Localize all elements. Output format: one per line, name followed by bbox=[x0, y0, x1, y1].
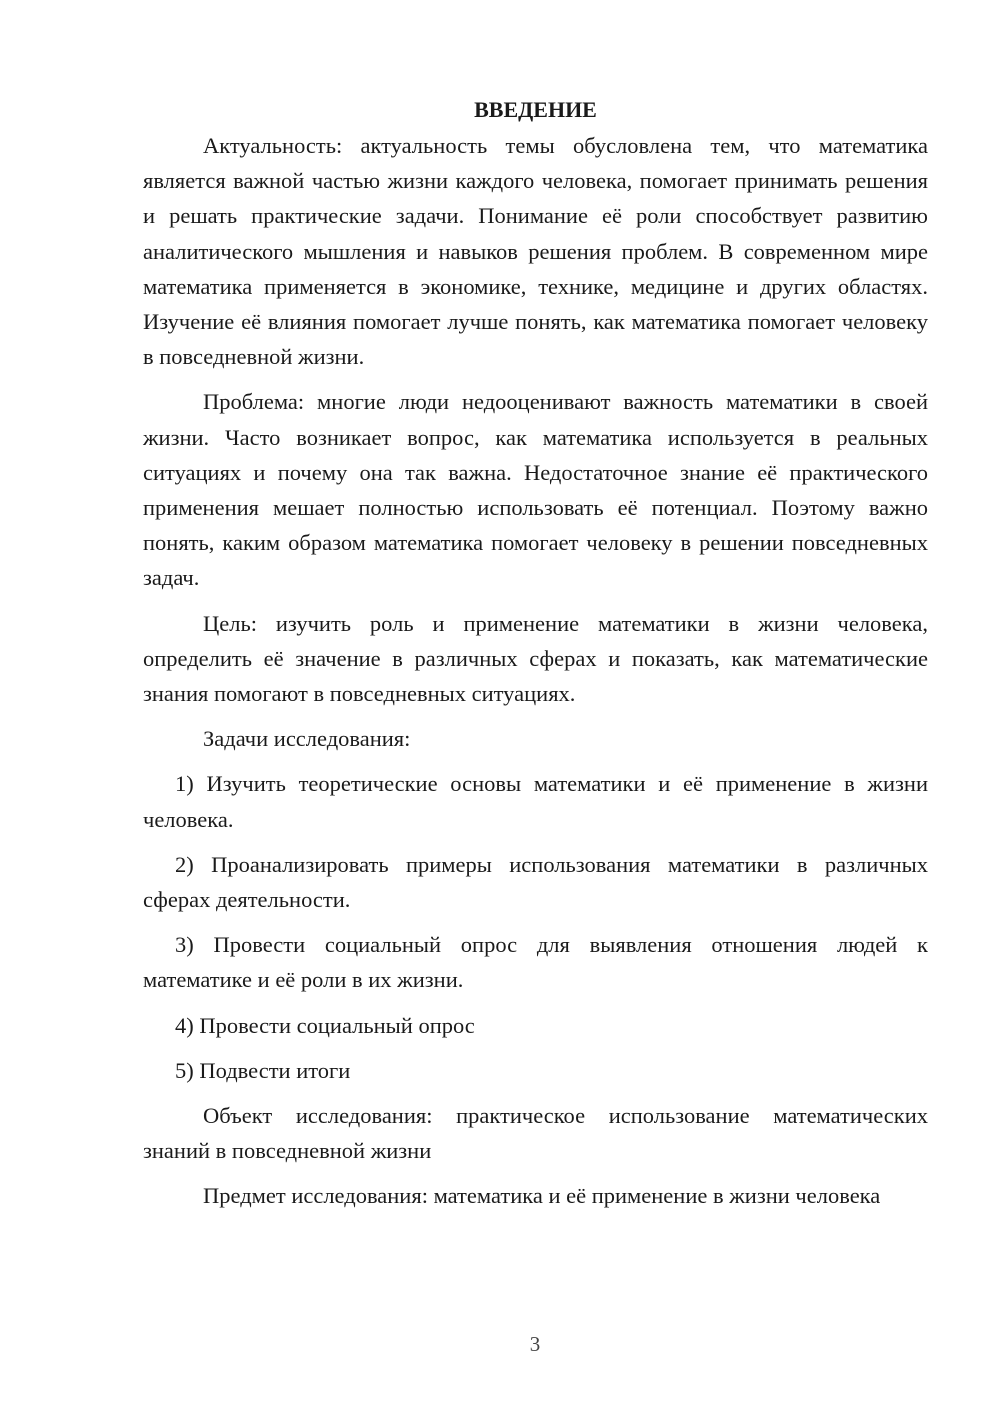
section-title: ВВЕДЕНИЕ bbox=[474, 97, 597, 122]
task-item-5: 5) Подвести итоги bbox=[175, 1057, 351, 1083]
problem-paragraph: Проблема: многие люди недооценивают важность математики в своей жизни. Часто возникает вопрос, как математика используется в реальных ситуациях и почему она так важна. Недостаточное знание её практического применения мешает полностью использовать её потенциал. Поэтому важно понять, каким образом математика помогает человеку в решении повседневных задач. bbox=[143, 389, 928, 591]
document-page bbox=[143, 92, 928, 1214]
task-item-1: 1) Изучить теоретические основы математики и её применение в жизни человека. bbox=[143, 771, 928, 832]
task-item-4: 4) Провести социальный опрос bbox=[175, 1012, 475, 1038]
relevance-paragraph: Актуальность: актуальность темы обусловлена тем, что математика является важной частью жизни каждого человека, помогает принимать решения и решать практические задачи. Понимание её роли способствует развитию аналитического мышления и навыков решения проблем. В современном мире математика применяется в экономике, технике, медицине и других областях. Изучение её влияния помогает лучше понять, как математика помогает человеку в повседневной жизни. bbox=[143, 133, 928, 370]
goal-paragraph: Цель: изучить роль и применение математики в жизни человека, определить её значение в различных сферах и показать, как математические знания помогают в повседневных ситуациях. bbox=[143, 610, 928, 707]
task-item-2: 2) Проанализировать примеры использования математики в различных сферах деятельности. bbox=[143, 851, 928, 913]
research-object-paragraph: Объект исследования: практическое использование математических знаний в повседневной жизни bbox=[143, 1103, 928, 1164]
tasks-heading: Задачи исследования: bbox=[203, 726, 411, 752]
page-number: 3 bbox=[529, 1332, 541, 1356]
task-item-3: 3) Провести социальный опрос для выявления отношения людей к математике и её роли в их жизни. bbox=[143, 932, 928, 993]
research-subject-paragraph: Предмет исследования: математика и её применение в жизни человека bbox=[203, 1183, 881, 1209]
